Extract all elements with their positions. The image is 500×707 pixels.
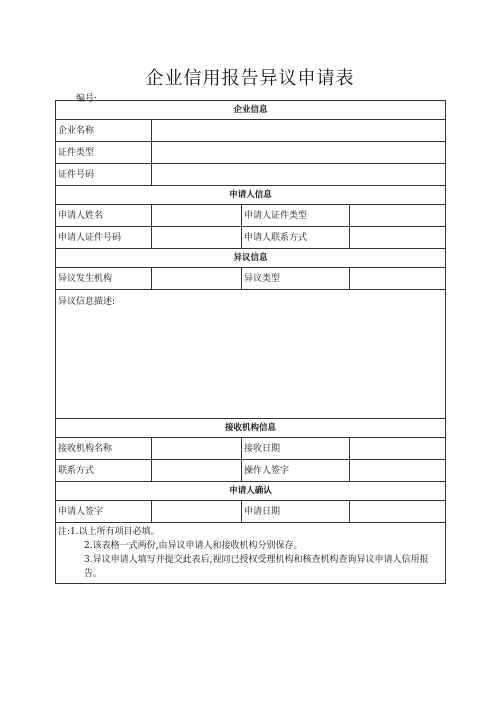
certificate-number-label: 证件号码: [56, 164, 152, 186]
receiving-date-field[interactable]: [350, 438, 446, 460]
certificate-number-field[interactable]: [152, 164, 446, 186]
section-header-enterprise: 企业信息: [56, 101, 446, 120]
objection-description-field[interactable]: [56, 290, 446, 419]
operator-signature-field[interactable]: [350, 460, 446, 482]
receiving-name-label: 接收机构名称: [56, 438, 152, 460]
applicant-cert-type-label: 申请人证件类型: [242, 205, 350, 227]
section-header-confirm: 申请人确认: [56, 482, 446, 501]
section-header-objection: 异议信息: [56, 249, 446, 268]
note-1: 注:1.以上所有项目必填。: [58, 527, 160, 537]
note-2: 2.该表格一式两份,由异议申请人和接收机构分别保存。: [84, 541, 303, 551]
applicant-signature-label: 申请人签字: [56, 501, 152, 523]
contact-method-field[interactable]: [152, 460, 242, 482]
note-3: 3.异议申请人填写并提交此表后,视同已授权受理机构和核查机构查询异议申请人信用报告。: [84, 555, 429, 579]
objection-type-label: 异议类型: [242, 268, 350, 290]
section-header-receiving: 接收机构信息: [56, 419, 446, 438]
form-title: 企业信用报告异议申请表: [145, 68, 355, 89]
objection-institution-field[interactable]: [152, 268, 242, 290]
certificate-type-label: 证件类型: [56, 142, 152, 164]
certificate-type-field[interactable]: [152, 142, 446, 164]
receiving-date-label: 接收日期: [242, 438, 350, 460]
applicant-cert-number-label: 申请人证件号码: [56, 227, 152, 249]
applicant-contact-label: 申请人联系方式: [242, 227, 350, 249]
applicant-signature-field[interactable]: [152, 501, 242, 523]
objection-institution-label: 异议发生机构: [56, 268, 152, 290]
application-form-table: [55, 100, 446, 584]
enterprise-name-field[interactable]: [152, 120, 446, 142]
operator-signature-label: 操作人签字: [242, 460, 350, 482]
objection-description-label: 异议信息描述:: [58, 297, 116, 307]
applicant-name-field[interactable]: [152, 205, 242, 227]
contact-method-label: 联系方式: [56, 460, 152, 482]
enterprise-name-label: 企业名称: [56, 120, 152, 142]
section-header-applicant: 申请人信息: [56, 186, 446, 205]
application-date-label: 申请日期: [242, 501, 350, 523]
objection-type-field[interactable]: [350, 268, 446, 290]
applicant-contact-field[interactable]: [350, 227, 446, 249]
notes-block: [56, 523, 446, 584]
receiving-name-field[interactable]: [152, 438, 242, 460]
applicant-cert-number-field[interactable]: [152, 227, 242, 249]
application-date-field[interactable]: [350, 501, 446, 523]
applicant-cert-type-field[interactable]: [350, 205, 446, 227]
form-number-label: 编号:: [76, 94, 98, 104]
applicant-name-label: 申请人姓名: [56, 205, 152, 227]
